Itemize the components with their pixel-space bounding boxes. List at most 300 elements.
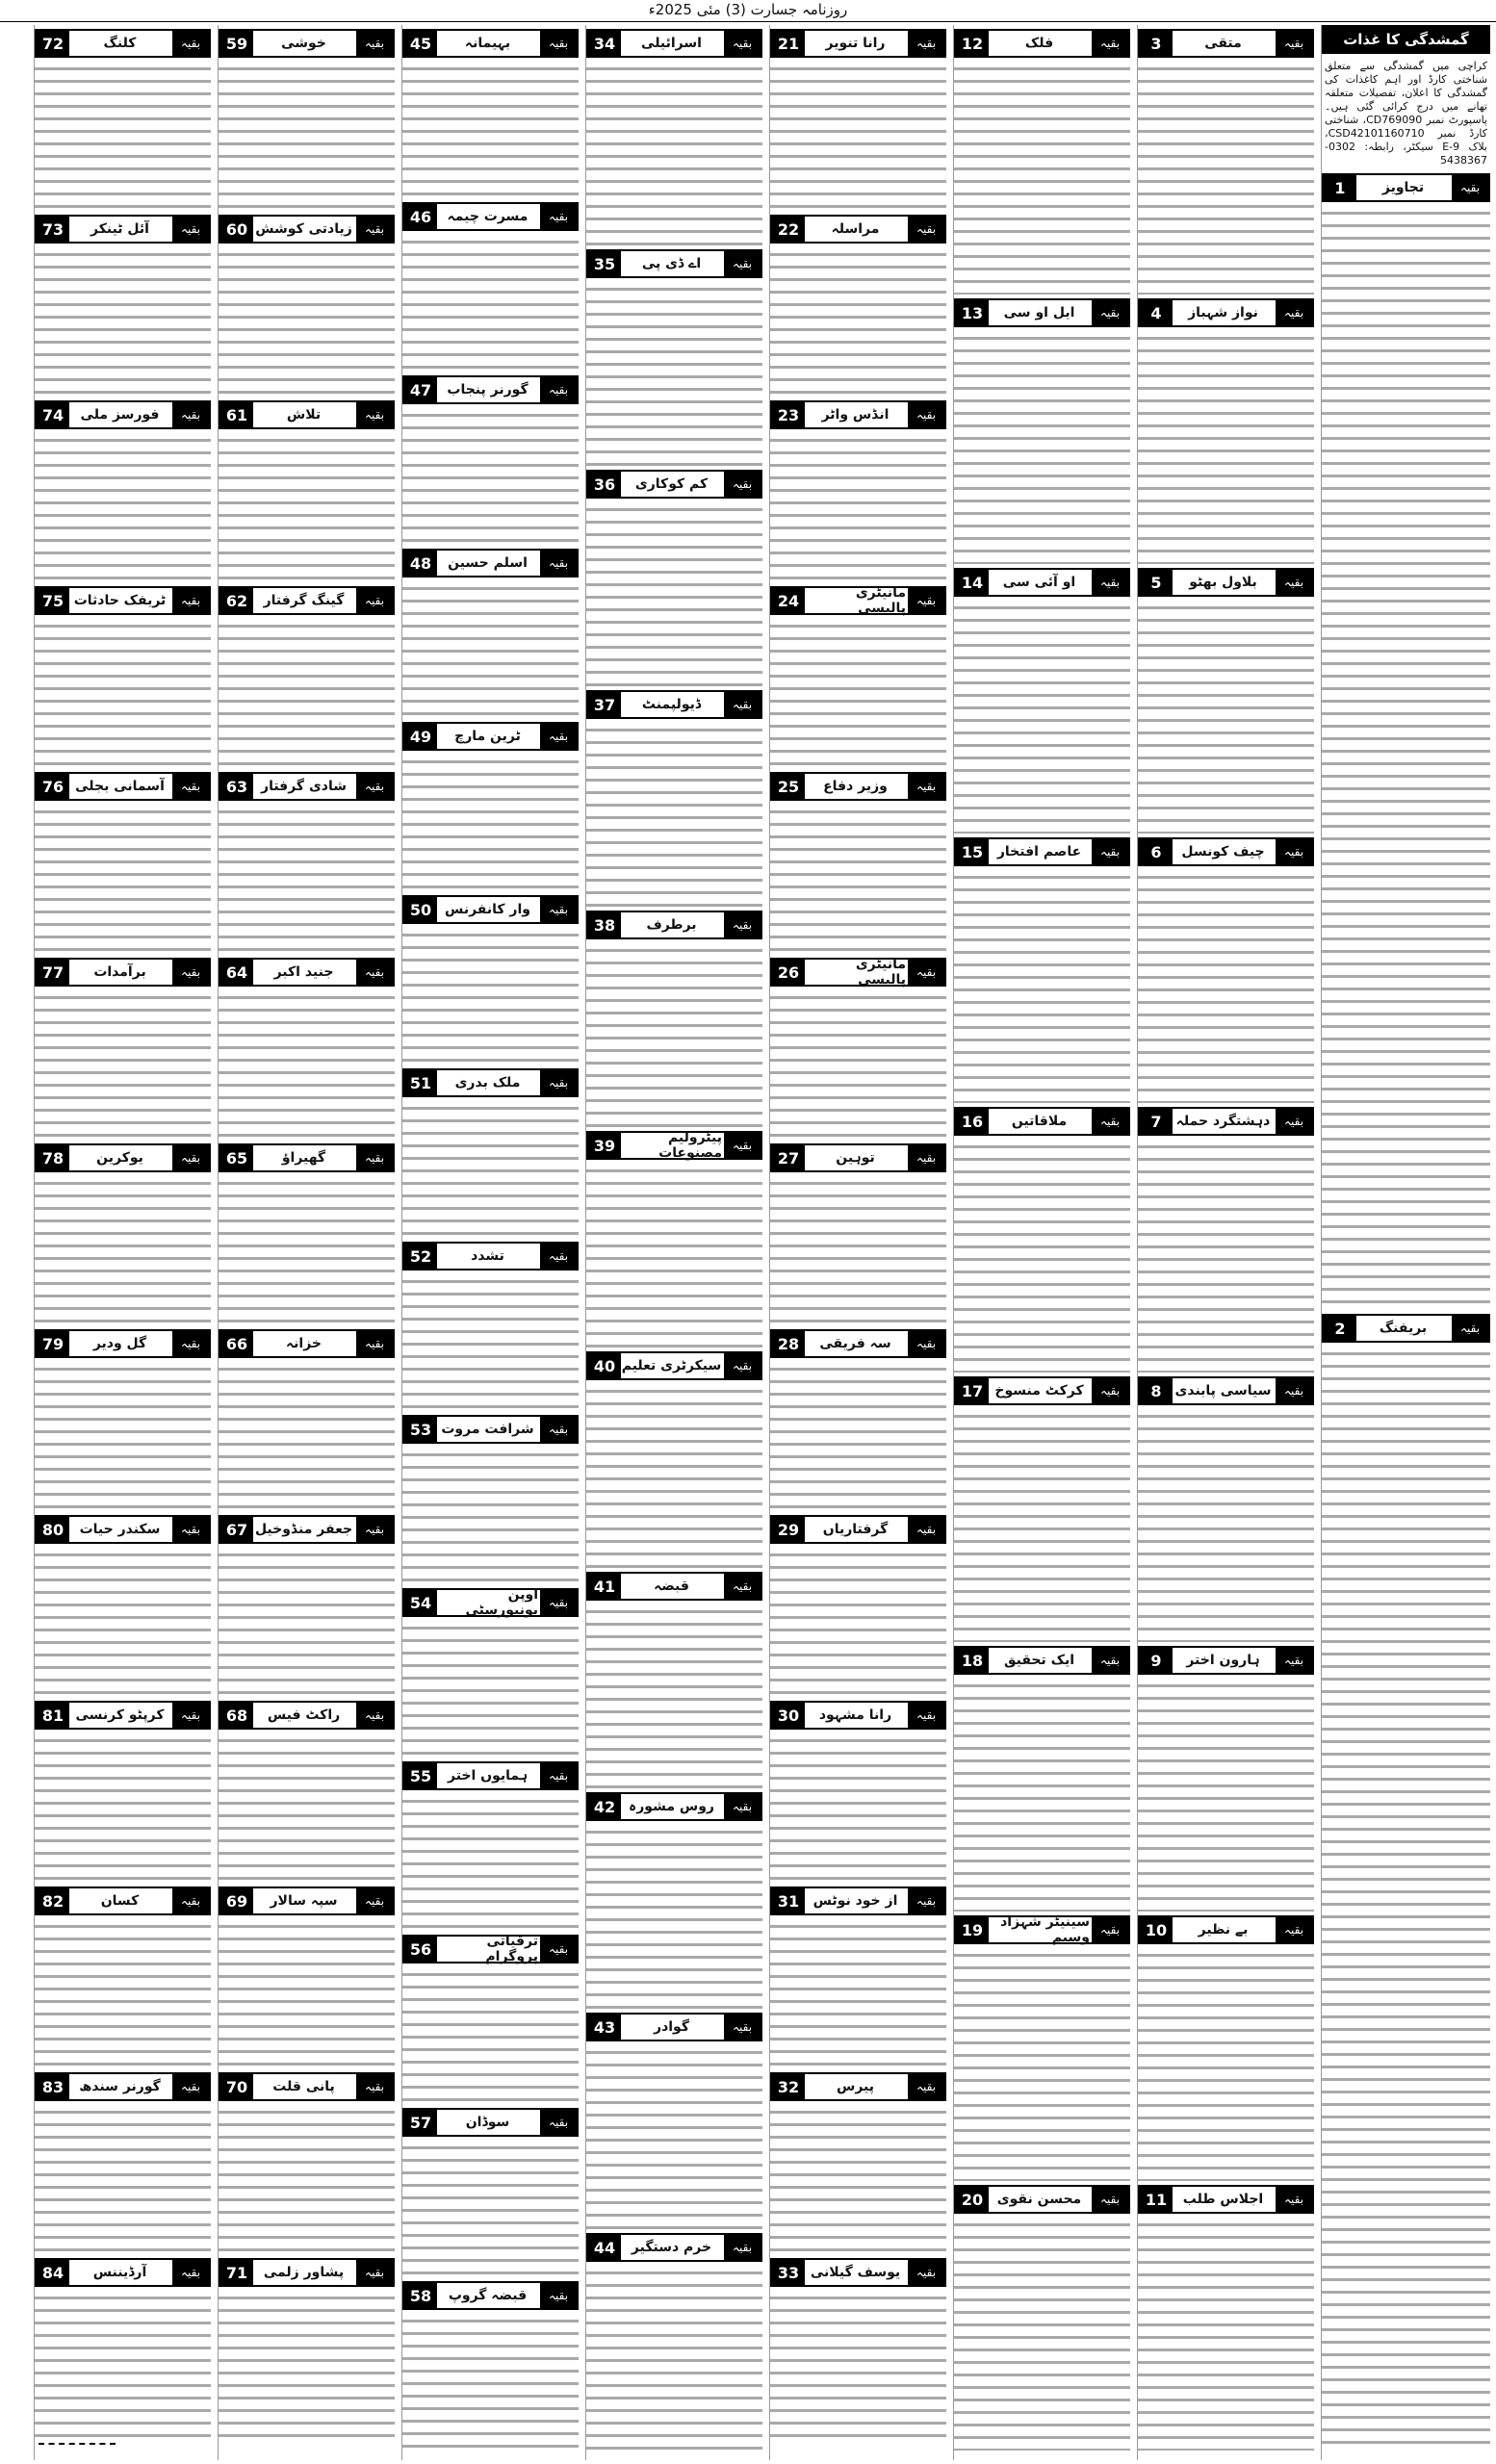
continuation-number: 43 xyxy=(588,2015,621,2040)
continuation-title: پشاور زلمی xyxy=(263,2265,345,2280)
continuation-number: 48 xyxy=(404,551,437,576)
continuation-box-54 xyxy=(402,1588,579,1617)
continuation-title: پیرس xyxy=(837,2079,874,2094)
continued-tag: بقیہ xyxy=(722,2235,761,2260)
article-text-block xyxy=(219,62,395,211)
continuation-title: بہیمانہ xyxy=(464,36,511,51)
continuation-box-26 xyxy=(770,958,946,987)
continuation-number: 19 xyxy=(956,1917,989,1942)
article-text-block xyxy=(35,990,211,1140)
continuation-title: نواز شہباز xyxy=(1188,305,1258,321)
continued-tag: بقیہ xyxy=(170,1888,209,1913)
continuation-number: 57 xyxy=(404,2110,437,2135)
article-text-block xyxy=(770,1548,946,1697)
article-text-block xyxy=(586,2045,762,2229)
column-5 xyxy=(585,25,762,2460)
continuation-number: 80 xyxy=(37,1517,69,1542)
continuation-box-65 xyxy=(219,1143,395,1172)
article-text-block xyxy=(586,1604,762,1788)
continuation-title: اوپن یونیورسٹی xyxy=(465,1587,538,1618)
continued-tag: بقیہ xyxy=(906,1703,944,1728)
continuation-number: 69 xyxy=(220,1888,253,1913)
continuation-title: گل ودیر xyxy=(92,1336,147,1351)
continued-tag: بقیہ xyxy=(722,2015,761,2040)
continuation-title: فورسز ملی xyxy=(80,407,160,423)
continuation-title: ہمایوں اختر xyxy=(448,1768,529,1784)
continuation-box-44 xyxy=(586,2233,762,2262)
continued-tag: بقیہ xyxy=(354,31,393,56)
continuation-box-9 xyxy=(1138,1646,1314,1675)
continuation-box-63 xyxy=(219,772,395,801)
continuation-number: 77 xyxy=(37,960,69,985)
column-3 xyxy=(953,25,1130,2460)
article-text-block xyxy=(35,805,211,954)
continued-tag: بقیہ xyxy=(722,251,761,276)
continuation-title: گورنر سندھ xyxy=(79,2079,161,2094)
continuation-number: 51 xyxy=(404,1070,437,1095)
continued-tag: بقیہ xyxy=(354,1888,393,1913)
continuation-number: 67 xyxy=(220,1517,253,1542)
continued-tag: بقیہ xyxy=(1274,1648,1312,1673)
continuation-box-30 xyxy=(770,1701,946,1730)
article-text-block xyxy=(770,990,946,1140)
continuation-title: ملک بدری xyxy=(454,1075,521,1091)
continuation-number: 16 xyxy=(956,1109,989,1134)
article-text-block xyxy=(35,1362,211,1511)
continuation-title: شرافت مروت xyxy=(441,1422,534,1437)
continuation-title: مانیٹری پالیسی xyxy=(855,585,906,616)
continuation-number: 54 xyxy=(404,1590,437,1615)
article-text-block xyxy=(1322,1347,1490,2451)
continuation-box-41 xyxy=(586,1572,762,1601)
continuation-box-68 xyxy=(219,1701,395,1730)
continuation-box-11 xyxy=(1138,2185,1314,2214)
continuation-box-64 xyxy=(219,958,395,987)
continuation-title: تشدد xyxy=(471,1248,504,1264)
continuation-number: 72 xyxy=(37,31,69,56)
continuation-number: 63 xyxy=(220,774,253,799)
continued-tag: بقیہ xyxy=(170,402,209,427)
continuation-number: 75 xyxy=(37,588,69,613)
continuation-title: ترقیاتی پروگرام xyxy=(485,1934,538,1964)
column-6 xyxy=(401,25,579,2460)
article-text-block xyxy=(586,1164,762,1348)
article-text-block xyxy=(586,62,762,245)
continuation-title: متقی xyxy=(1204,36,1242,51)
continuation-number: 64 xyxy=(220,960,253,985)
continuation-number: 1 xyxy=(1324,175,1356,200)
continuation-number: 23 xyxy=(772,402,805,427)
continuation-number: 33 xyxy=(772,2260,805,2285)
article-text-block xyxy=(1138,1948,1314,2181)
continuation-box-1 xyxy=(1322,173,1490,202)
article-text-block xyxy=(1138,601,1314,834)
continuation-title: یوکرین xyxy=(96,1150,143,1166)
article-text-block xyxy=(1138,62,1314,295)
continuation-title: قبضہ گروپ xyxy=(448,2288,528,2303)
continued-tag: بقیہ xyxy=(906,960,944,985)
continuation-box-70 xyxy=(219,2072,395,2101)
continuation-title: مانیٹری پالیسی xyxy=(855,957,906,988)
continuation-title: اسرائیلی xyxy=(641,36,702,51)
continuation-box-13 xyxy=(954,298,1130,327)
continuation-number: 15 xyxy=(956,839,989,864)
column-7 xyxy=(218,25,395,2460)
continuation-number: 50 xyxy=(404,897,437,922)
continuation-box-71 xyxy=(219,2258,395,2287)
article-text-block xyxy=(1138,1409,1314,1642)
article-text-block xyxy=(954,601,1130,834)
article-text-block xyxy=(402,1274,579,1411)
continued-tag: بقیہ xyxy=(1090,839,1128,864)
article-text-block xyxy=(1322,206,1490,1310)
continuation-number: 2 xyxy=(1324,1316,1356,1341)
continuation-box-60 xyxy=(219,215,395,244)
continuation-title: اجلاس طلب xyxy=(1182,2192,1264,2207)
continuation-box-12 xyxy=(954,29,1130,58)
continuation-title: مراسلہ xyxy=(831,221,880,237)
article-text-block xyxy=(219,1176,395,1325)
continuation-title: کلنگ xyxy=(103,36,137,51)
continuation-title: بریفنگ xyxy=(1379,1321,1428,1336)
continuation-title: مسرت چیمہ xyxy=(447,209,529,224)
article-text-block xyxy=(402,755,579,891)
article-text-block xyxy=(402,1101,579,1238)
continued-tag: بقیہ xyxy=(1274,1917,1312,1942)
continuation-box-14 xyxy=(954,568,1130,597)
continuation-title: رانا تنویر xyxy=(825,36,886,51)
continued-tag: بقیہ xyxy=(538,1417,577,1442)
continuation-number: 52 xyxy=(404,1244,437,1269)
continuation-box-17 xyxy=(954,1376,1130,1405)
continued-tag: بقیہ xyxy=(170,2260,209,2285)
continued-tag: بقیہ xyxy=(354,217,393,242)
article-text-block xyxy=(35,1548,211,1697)
article-text-block xyxy=(219,1733,395,1883)
continuation-number: 83 xyxy=(37,2074,69,2099)
continuation-box-80 xyxy=(35,1515,211,1544)
continuation-box-66 xyxy=(219,1329,395,1358)
continuation-box-20 xyxy=(954,2185,1130,2214)
continuation-box-10 xyxy=(1138,1915,1314,1944)
continuation-box-36 xyxy=(586,470,762,499)
continuation-title: ڈیولپمنٹ xyxy=(641,697,702,712)
continued-tag: بقیہ xyxy=(538,1244,577,1269)
continuation-title: خرم دستگیر xyxy=(631,2240,712,2255)
continuation-box-25 xyxy=(770,772,946,801)
continuation-box-4 xyxy=(1138,298,1314,327)
continuation-box-51 xyxy=(402,1068,579,1097)
article-text-block xyxy=(770,1919,946,2068)
continuation-number: 7 xyxy=(1140,1109,1173,1134)
continuation-box-72 xyxy=(35,29,211,58)
article-text-block xyxy=(954,1409,1130,1642)
continuation-number: 44 xyxy=(588,2235,621,2260)
continuation-box-3 xyxy=(1138,29,1314,58)
continuation-title: سینیٹر شہزاد وسیم xyxy=(1000,1914,1090,1945)
continuation-number: 45 xyxy=(404,31,437,56)
continued-tag: بقیہ xyxy=(722,692,761,717)
continuation-box-79 xyxy=(35,1329,211,1358)
continued-tag: بقیہ xyxy=(1090,1917,1128,1942)
continuation-number: 8 xyxy=(1140,1378,1173,1403)
continuation-title: قبضہ xyxy=(654,1578,689,1594)
continuation-number: 42 xyxy=(588,1794,621,1819)
continuation-title: ملاقاتیں xyxy=(1011,1114,1068,1129)
continuation-box-46 xyxy=(402,202,579,231)
continuation-box-58 xyxy=(402,2281,579,2310)
continuation-box-43 xyxy=(586,2013,762,2041)
continued-tag: بقیہ xyxy=(538,2110,577,2135)
continuation-title: جنید اکبر xyxy=(273,964,334,980)
continuation-box-67 xyxy=(219,1515,395,1544)
continuation-title: انڈس واٹر xyxy=(821,407,890,423)
continued-tag: بقیہ xyxy=(906,1517,944,1542)
article-text-block xyxy=(1138,2218,1314,2451)
continued-tag: بقیہ xyxy=(722,1574,761,1599)
continuation-box-40 xyxy=(586,1351,762,1380)
continuation-number: 78 xyxy=(37,1145,69,1170)
continued-tag: بقیہ xyxy=(1274,839,1312,864)
continuation-box-52 xyxy=(402,1242,579,1270)
continuation-title: عاصم افتخار xyxy=(996,844,1082,860)
continued-tag: بقیہ xyxy=(354,2074,393,2099)
continuation-box-39 xyxy=(586,1131,762,1160)
continuation-box-23 xyxy=(770,400,946,429)
continuation-number: 56 xyxy=(404,1937,437,1962)
article-text-block xyxy=(770,1362,946,1511)
article-text-block xyxy=(586,723,762,907)
article-text-block xyxy=(35,433,211,582)
continuation-box-82 xyxy=(35,1886,211,1915)
continued-tag: بقیہ xyxy=(170,1145,209,1170)
continued-tag: بقیہ xyxy=(538,1763,577,1788)
continued-tag: بقیہ xyxy=(538,1070,577,1095)
continuation-number: 53 xyxy=(404,1417,437,1442)
continuation-box-56 xyxy=(402,1935,579,1964)
continued-tag: بقیہ xyxy=(906,31,944,56)
continued-tag: بقیہ xyxy=(1450,1316,1488,1341)
article-text-block xyxy=(586,943,762,1127)
article-text-block xyxy=(35,2105,211,2254)
continuation-number: 46 xyxy=(404,204,437,229)
continuation-title: کم کوکاری xyxy=(634,476,709,492)
continuation-number: 76 xyxy=(37,774,69,799)
article-text-block xyxy=(402,408,579,545)
continuation-title: گھیراؤ xyxy=(281,1150,326,1166)
continuation-title: ہارون اختر xyxy=(1186,1653,1260,1668)
continuation-number: 47 xyxy=(404,377,437,402)
continued-tag: بقیہ xyxy=(906,2074,944,2099)
continuation-number: 55 xyxy=(404,1763,437,1788)
continuation-box-31 xyxy=(770,1886,946,1915)
continuation-title: دہشتگرد حملہ xyxy=(1175,1114,1271,1129)
continued-tag: بقیہ xyxy=(538,377,577,402)
continuation-number: 65 xyxy=(220,1145,253,1170)
continued-tag: بقیہ xyxy=(1090,1109,1128,1134)
continued-tag: بقیہ xyxy=(170,960,209,985)
article-text-block xyxy=(770,619,946,768)
column-4 xyxy=(769,25,946,2460)
continuation-box-53 xyxy=(402,1415,579,1444)
continuation-box-2 xyxy=(1322,1314,1490,1343)
continued-tag: بقیہ xyxy=(1090,570,1128,595)
continuation-box-19 xyxy=(954,1915,1130,1944)
continuation-title: تلاش xyxy=(286,407,322,423)
article-text-block xyxy=(770,433,946,582)
article-text-block xyxy=(770,1176,946,1325)
article-text-block xyxy=(954,2218,1130,2451)
continuation-title: سوڈان xyxy=(465,2115,510,2130)
continuation-box-59 xyxy=(219,29,395,58)
article-text-block xyxy=(770,62,946,211)
continuation-number: 3 xyxy=(1140,31,1173,56)
continued-tag: بقیہ xyxy=(1090,2187,1128,2212)
continued-tag: بقیہ xyxy=(538,204,577,229)
continuation-title: ایل او سی xyxy=(1003,305,1075,321)
continuation-title: فلک xyxy=(1024,36,1054,51)
column-8 xyxy=(34,25,211,2460)
article-text-block xyxy=(219,1548,395,1697)
continuation-box-32 xyxy=(770,2072,946,2101)
continuation-box-38 xyxy=(586,911,762,939)
continuation-number: 49 xyxy=(404,724,437,749)
continuation-box-45 xyxy=(402,29,579,58)
article-text-block xyxy=(219,990,395,1140)
continued-tag: بقیہ xyxy=(906,217,944,242)
continuation-number: 38 xyxy=(588,912,621,937)
continuation-number: 62 xyxy=(220,588,253,613)
article-text-block xyxy=(35,1733,211,1883)
continuation-title: وار کانفرنس xyxy=(445,902,530,917)
continued-tag: بقیہ xyxy=(354,588,393,613)
continuation-box-22 xyxy=(770,215,946,244)
article-text-block xyxy=(954,331,1130,564)
continuation-title: گینگ گرفتار xyxy=(263,593,345,608)
continuation-number: 82 xyxy=(37,1888,69,1913)
continued-tag: بقیہ xyxy=(170,1703,209,1728)
continuation-number: 27 xyxy=(772,1145,805,1170)
article-text-block xyxy=(35,1919,211,2068)
continuation-box-16 xyxy=(954,1107,1130,1136)
continuation-title: محسن نقوی xyxy=(996,2192,1082,2207)
continuation-title: توہین xyxy=(836,1150,875,1166)
continuation-box-84 xyxy=(35,2258,211,2287)
continuation-number: 39 xyxy=(588,1133,621,1158)
continuation-number: 6 xyxy=(1140,839,1173,864)
continuation-title: کسان xyxy=(100,1893,140,1909)
article-text-block xyxy=(35,619,211,768)
continuation-title: پیٹرولیم مصنوعات xyxy=(658,1130,722,1161)
continuation-title: ٹرین مارچ xyxy=(454,729,521,744)
continued-tag: بقیہ xyxy=(1090,1378,1128,1403)
continued-tag: بقیہ xyxy=(1274,1109,1312,1134)
article-text-block xyxy=(35,62,211,211)
footer-divider xyxy=(39,2443,116,2445)
continuation-title: کرپٹو کرنسی xyxy=(75,1707,165,1723)
continuation-box-50 xyxy=(402,895,579,924)
continued-tag: بقیہ xyxy=(354,402,393,427)
continuation-title: بلاول بھٹو xyxy=(1189,575,1257,590)
continuation-title: بے نظیر xyxy=(1198,1922,1249,1938)
continuation-box-55 xyxy=(402,1761,579,1790)
continuation-title: زیادتی کوشش xyxy=(255,221,352,237)
continuation-number: 35 xyxy=(588,251,621,276)
continuation-box-28 xyxy=(770,1329,946,1358)
continuation-title: برآمدات xyxy=(93,964,146,980)
continuation-box-8 xyxy=(1138,1376,1314,1405)
continuation-number: 58 xyxy=(404,2283,437,2308)
continued-tag: بقیہ xyxy=(354,960,393,985)
column-1 xyxy=(1321,25,1490,2460)
article-text-block xyxy=(219,247,395,397)
continuation-box-62 xyxy=(219,586,395,615)
continuation-number: 17 xyxy=(956,1378,989,1403)
continuation-number: 5 xyxy=(1140,570,1173,595)
continuation-number: 66 xyxy=(220,1331,253,1356)
article-text-block xyxy=(586,1825,762,2009)
continuation-title: روس مشورہ xyxy=(629,1799,714,1814)
continued-tag: بقیہ xyxy=(906,588,944,613)
article-text-block xyxy=(770,805,946,954)
article-text-block xyxy=(219,1362,395,1511)
continuation-box-34 xyxy=(586,29,762,58)
article-text-block xyxy=(402,1794,579,1931)
continued-tag: بقیہ xyxy=(1274,1378,1312,1403)
continuation-number: 29 xyxy=(772,1517,805,1542)
continuation-number: 9 xyxy=(1140,1648,1173,1673)
article-text-block xyxy=(402,581,579,718)
continuation-title: سیاسی پابندی xyxy=(1174,1383,1272,1399)
continuation-box-49 xyxy=(402,722,579,751)
continuation-number: 71 xyxy=(220,2260,253,2285)
continuation-number: 14 xyxy=(956,570,989,595)
continuation-title: سہ فریقی xyxy=(819,1336,891,1351)
article-text-block xyxy=(402,1448,579,1584)
continuation-number: 40 xyxy=(588,1353,621,1378)
continued-tag: بقیہ xyxy=(1274,2187,1312,2212)
continuation-number: 13 xyxy=(956,300,989,325)
lost-documents-heading: گمشدگی کا غذات xyxy=(1322,25,1490,54)
continuation-number: 4 xyxy=(1140,300,1173,325)
continuation-number: 59 xyxy=(220,31,253,56)
continued-tag: بقیہ xyxy=(1450,175,1488,200)
continuation-number: 37 xyxy=(588,692,621,717)
continuation-number: 25 xyxy=(772,774,805,799)
continuation-title: سپہ سالار xyxy=(270,1893,338,1909)
article-text-block xyxy=(586,282,762,466)
continued-tag: بقیہ xyxy=(538,31,577,56)
continuation-box-37 xyxy=(586,690,762,719)
article-text-block xyxy=(770,247,946,397)
continuation-title: گوادر xyxy=(654,2019,689,2035)
article-text-block xyxy=(1138,1140,1314,1373)
continuation-box-27 xyxy=(770,1143,946,1172)
article-text-block xyxy=(1138,1679,1314,1912)
article-text-block xyxy=(35,1176,211,1325)
continued-tag: بقیہ xyxy=(354,1331,393,1356)
article-text-block xyxy=(402,1621,579,1758)
continued-tag: بقیہ xyxy=(722,1794,761,1819)
continuation-number: 84 xyxy=(37,2260,69,2285)
continuation-title: تجاویز xyxy=(1381,180,1425,195)
continued-tag: بقیہ xyxy=(354,1145,393,1170)
continuation-box-83 xyxy=(35,2072,211,2101)
continued-tag: بقیہ xyxy=(354,1517,393,1542)
continuation-box-29 xyxy=(770,1515,946,1544)
continuation-number: 26 xyxy=(772,960,805,985)
continued-tag: بقیہ xyxy=(354,2260,393,2285)
